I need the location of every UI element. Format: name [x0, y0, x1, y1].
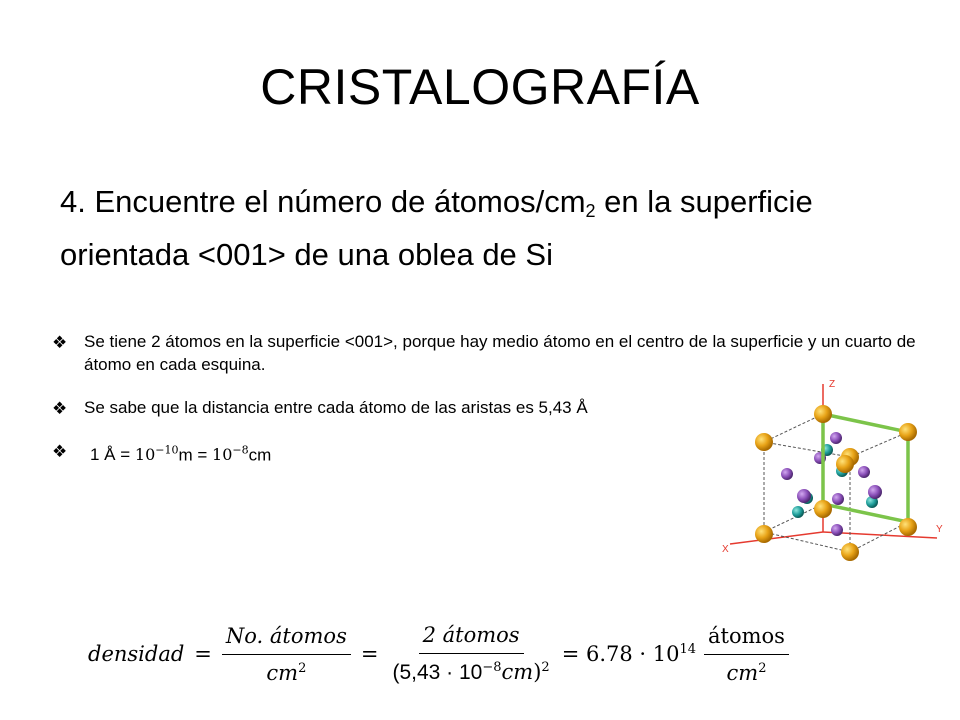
gold-atom — [755, 525, 773, 543]
denominator-exponent: 2 — [298, 660, 307, 676]
result-value: = 6.78 · 10 — [561, 642, 680, 666]
cm-unit: cm — [248, 445, 272, 465]
result-exponent: 14 — [679, 642, 697, 657]
fraction-numerator — [419, 623, 524, 654]
question-text — [60, 180, 920, 276]
fraction-denominator — [723, 655, 771, 685]
formula-equals: = — [194, 642, 212, 666]
numerator-text: átomos — [708, 623, 785, 648]
question-part-1: 4. Encuentre el número de átomos/cm — [60, 184, 586, 219]
meter-base: 10 — [134, 445, 156, 465]
teal-atom — [792, 506, 804, 518]
cm-power — [212, 445, 249, 464]
numerator-text: No. átomos — [225, 623, 347, 648]
violet-atom — [868, 485, 882, 499]
formula-equals: = — [360, 642, 379, 666]
conversion-prefix: 1 Å = — [90, 445, 135, 465]
violet-atom — [831, 524, 843, 536]
fraction-substituted — [388, 623, 553, 685]
bullet-item — [52, 330, 932, 376]
fraction-numerator — [222, 624, 351, 655]
gold-atom — [836, 455, 854, 473]
denominator-unit: cm — [501, 660, 534, 684]
meter-power — [135, 445, 179, 464]
gold-atom — [899, 423, 917, 441]
gold-atom — [755, 433, 773, 451]
axis-label-y: Y — [936, 524, 943, 535]
numerator-text: 2 átomos — [422, 623, 520, 647]
violet-atom — [830, 432, 842, 444]
fraction-denominator — [388, 654, 553, 685]
violet-atom — [832, 493, 844, 505]
denominator-inner-exponent: −8 — [482, 660, 502, 675]
gold-atom — [814, 405, 832, 423]
cm-base: 10 — [212, 445, 233, 465]
fraction-result-units — [704, 624, 789, 685]
axis-label-x: X — [722, 544, 729, 555]
meter-unit: m = — [178, 445, 213, 465]
question-subscript: 2 — [585, 201, 596, 221]
bullet-text: Se sabe que la distancia entre cada átomo de las aristas es 5,43 Å — [84, 398, 588, 417]
denominator-outer-exponent: 2 — [541, 660, 550, 675]
gold-atom — [814, 500, 832, 518]
axis-label-z: Z — [829, 379, 836, 390]
fraction-denominator — [262, 655, 310, 685]
violet-atom — [797, 489, 811, 503]
diamond-cubic-lattice-diagram — [712, 372, 952, 577]
meter-exponent: −10 — [155, 444, 179, 457]
fraction-atoms-per-area — [222, 624, 351, 685]
denominator-close: ) — [533, 660, 542, 684]
formula-lhs: densidad — [88, 642, 185, 666]
diamond-bullet-icon: ❖ — [52, 442, 68, 461]
formula-result — [562, 642, 696, 666]
gold-atom — [841, 543, 859, 561]
denominator-exponent: 2 — [758, 660, 767, 676]
violet-atom — [858, 466, 870, 478]
cm-exponent: −8 — [232, 444, 249, 457]
denominator-open: (5,43 · 10 — [392, 661, 483, 684]
diamond-bullet-icon: ❖ — [52, 333, 68, 352]
denominator-base: cm — [726, 660, 759, 685]
denominator-base: cm — [266, 660, 299, 685]
fraction-numerator — [704, 624, 789, 655]
bullet-text: Se tiene 2 átomos en la superficie <001>, porque hay medio átomo en el centro de la superficie y un cuarto de átomo en cada esquina. — [84, 332, 916, 374]
slide-title: CRISTALOGRAFÍA — [260, 59, 700, 115]
density-formula — [88, 614, 789, 694]
gold-atom — [899, 518, 917, 536]
question-part-2: en la superficie orientada <001> de una oblea de Si — [60, 184, 813, 272]
diamond-bullet-icon: ❖ — [52, 399, 68, 418]
violet-atom — [781, 468, 793, 480]
